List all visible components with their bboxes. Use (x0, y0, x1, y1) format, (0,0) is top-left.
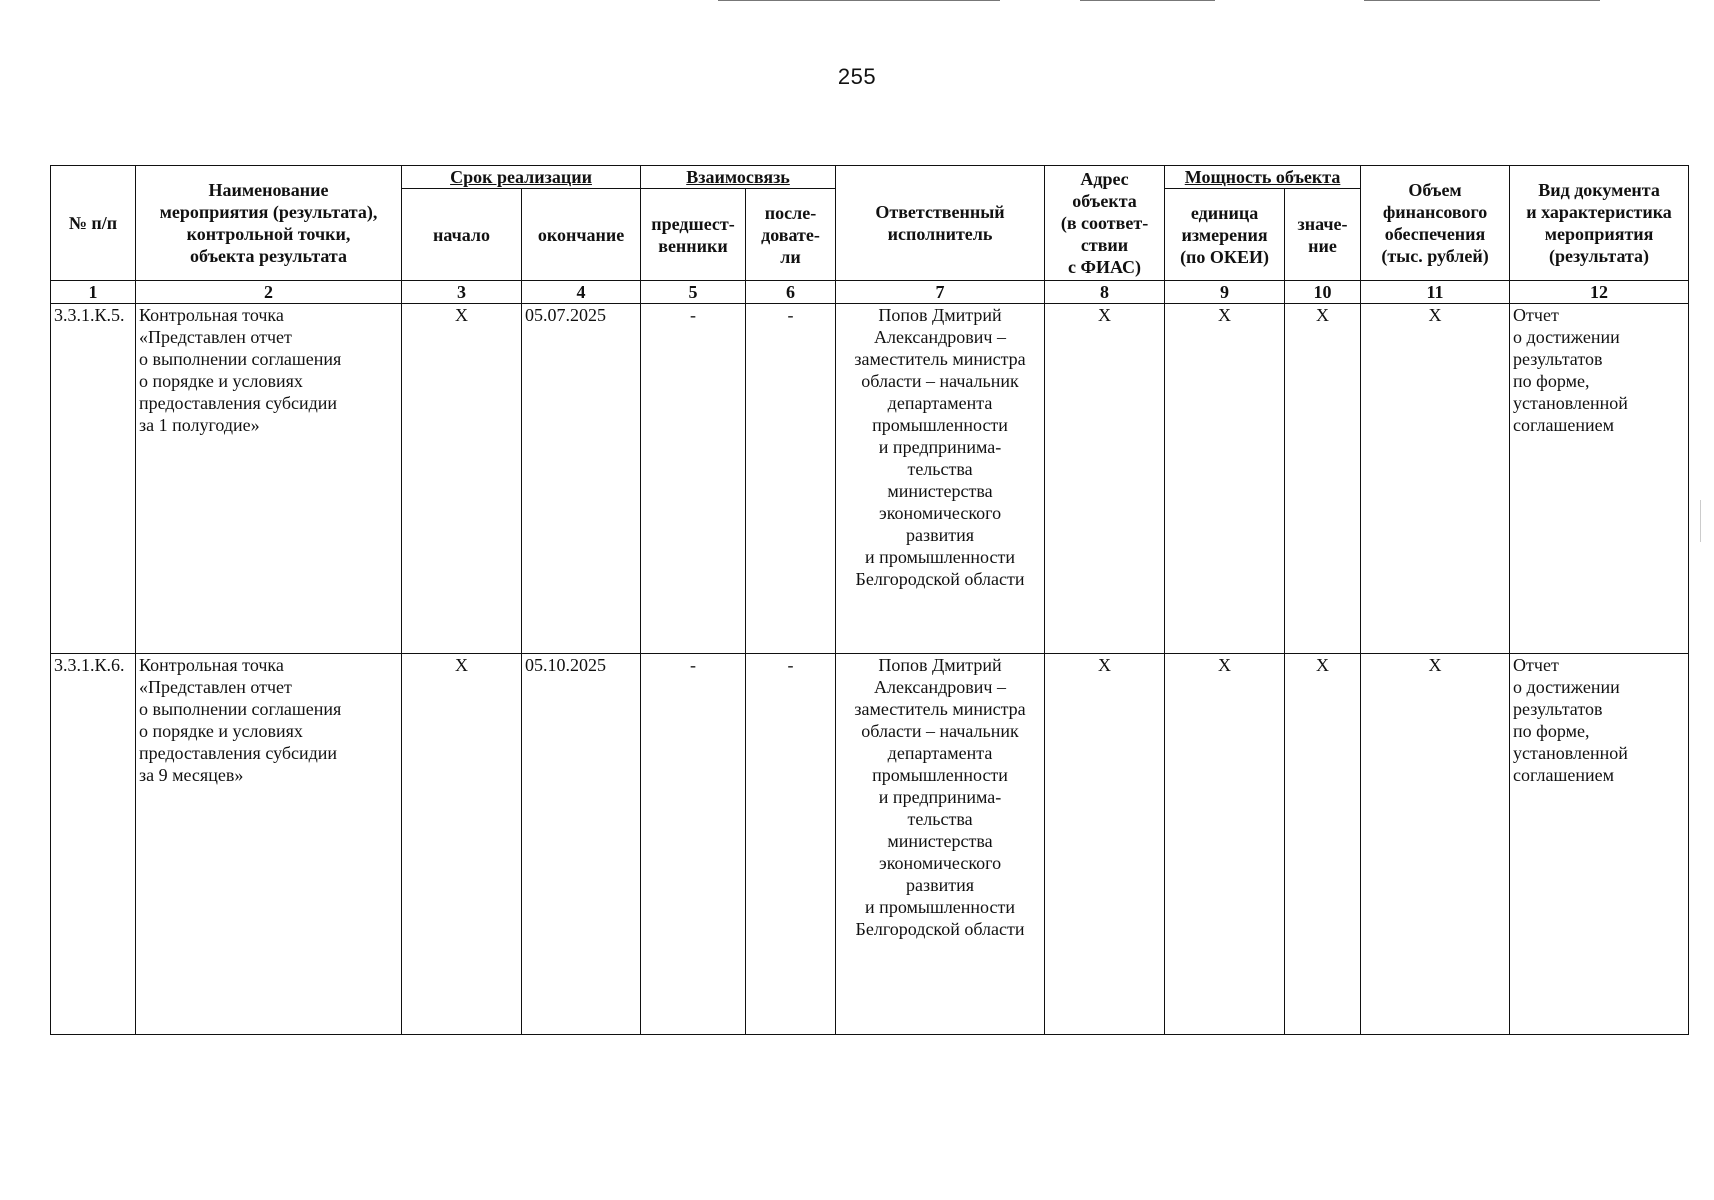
column-number: 12 (1510, 281, 1689, 304)
row-name (136, 654, 402, 1035)
row-name (136, 304, 402, 654)
text-line: предоставления субсидии (139, 743, 338, 764)
text-line: за 1 полугодие» (139, 415, 260, 435)
text-line: Вид документа (1538, 180, 1660, 200)
text-line: Контрольная точка (139, 655, 284, 676)
row-predecessors: - (641, 304, 746, 654)
column-number: 8 (1045, 281, 1165, 304)
text-line: министерства (887, 831, 993, 852)
text-line: о достижении (1513, 327, 1620, 347)
row-successors: - (746, 304, 836, 654)
text-line: установленной (1513, 393, 1628, 413)
text-line: по форме, (1513, 371, 1590, 391)
text-line: Контрольная точка (139, 305, 284, 325)
text-line: исполнитель (887, 224, 993, 244)
text-line: единица (1190, 202, 1259, 223)
text-line: Объем (1408, 180, 1462, 200)
header-address (1045, 166, 1165, 281)
row-end: 05.07.2025 (522, 304, 641, 654)
row-unit: X (1165, 654, 1285, 1035)
text-line: результатов (1513, 349, 1603, 369)
row-finance: X (1361, 654, 1510, 1035)
scan-edge-marks (0, 0, 1714, 4)
column-number: 6 (746, 281, 836, 304)
header-document (1510, 166, 1689, 281)
text-line: тельства (907, 459, 973, 479)
text-line: промышленности (872, 765, 1008, 786)
text-line: заместитель министра (854, 699, 1026, 720)
scan-edge-mark (1080, 0, 1215, 1)
text-line: (по ОКЕИ) (1180, 246, 1269, 267)
text-line: экономического (878, 853, 1002, 874)
row-predecessors: - (641, 654, 746, 1035)
row-end: 05.10.2025 (522, 654, 641, 1035)
column-number: 2 (136, 281, 402, 304)
text-line: департамента (887, 393, 993, 413)
text-line: Ответственный (875, 202, 1005, 222)
text-line: экономического (878, 503, 1002, 523)
text-line: контрольной точки, (186, 224, 351, 244)
header-predecessors (641, 189, 746, 281)
text-line: тельства (907, 809, 973, 830)
text-line: венники (658, 235, 728, 256)
header-name (136, 166, 402, 281)
text-line: о выполнении соглашения (139, 349, 342, 369)
page-number: 255 (837, 64, 877, 89)
row-address: X (1045, 304, 1165, 654)
text-line: Отчет (1513, 305, 1559, 325)
text-line: Попов Дмитрий (878, 305, 1002, 325)
column-number: 11 (1361, 281, 1510, 304)
text-line: объекта результата (190, 246, 347, 266)
text-line: развития (906, 525, 975, 545)
column-number-row (51, 281, 1689, 304)
text-line: Попов Дмитрий (878, 655, 1002, 676)
header-group-link (641, 166, 836, 189)
plan-table (50, 165, 1689, 1035)
row-id: 3.3.1.К.5. (51, 304, 136, 654)
text-line: ли (780, 246, 801, 267)
text-line: мероприятия (1544, 224, 1654, 244)
text-line: соглашением (1513, 415, 1614, 435)
text-line: измерения (1181, 224, 1268, 245)
header-group-link-label: Взаимосвязь (686, 167, 790, 187)
row-responsible (836, 304, 1045, 654)
column-number: 5 (641, 281, 746, 304)
text-line: после- (764, 202, 817, 223)
header-successors (746, 189, 836, 281)
scan-edge-mark (1364, 0, 1600, 1)
row-document (1510, 304, 1689, 654)
text-line: результатов (1513, 699, 1603, 720)
text-line: ствии (1080, 235, 1129, 255)
text-line: обеспечения (1384, 224, 1486, 244)
text-line: объекта (1072, 191, 1137, 211)
row-start: X (402, 654, 522, 1035)
row-document (1510, 654, 1689, 1035)
text-line: области – начальник (861, 371, 1019, 391)
row-responsible (836, 654, 1045, 1035)
header-finance (1361, 166, 1510, 281)
scan-edge-mark (718, 0, 1000, 1)
column-number: 1 (51, 281, 136, 304)
column-number: 4 (522, 281, 641, 304)
text-line: и предпринима- (878, 437, 1002, 457)
header-group-term-label: Срок реализации (450, 167, 592, 187)
text-line: установленной (1513, 743, 1628, 764)
text-line: и предпринима- (878, 787, 1002, 808)
text-line: соглашением (1513, 765, 1614, 786)
header-group-capacity (1165, 166, 1361, 189)
text-line: Александрович – (874, 677, 1006, 698)
text-line: (тыс. рублей) (1381, 246, 1489, 266)
row-value: X (1285, 304, 1361, 654)
row-id: 3.3.1.К.6. (51, 654, 136, 1035)
column-number: 7 (836, 281, 1045, 304)
text-line: Адрес (1080, 169, 1129, 189)
text-line: мероприятия (результата), (159, 202, 378, 222)
row-value: X (1285, 654, 1361, 1035)
text-line: Белгородской области (855, 569, 1025, 589)
text-line: значе- (1297, 213, 1348, 234)
text-line: предоставления субсидии (139, 393, 338, 413)
text-line: предшест- (651, 213, 735, 234)
table-row (51, 304, 1689, 654)
text-line: «Представлен отчет (139, 327, 292, 347)
header-group-term (402, 166, 641, 189)
text-line: по форме, (1513, 721, 1590, 742)
header-row-groups (51, 166, 1689, 189)
text-line: с ФИАС) (1068, 257, 1142, 277)
column-number: 9 (1165, 281, 1285, 304)
text-line: развития (906, 875, 975, 896)
text-line: финансового (1382, 202, 1488, 222)
row-start: X (402, 304, 522, 654)
row-finance: X (1361, 304, 1510, 654)
text-line: и характеристика (1526, 202, 1672, 222)
text-line: о достижении (1513, 677, 1620, 698)
text-line: (в соответ- (1060, 213, 1149, 233)
text-line: и промышленности (865, 547, 1015, 567)
column-number: 10 (1285, 281, 1361, 304)
text-line: и промышленности (865, 897, 1015, 918)
header-end: окончание (522, 189, 641, 281)
text-line: ние (1308, 235, 1337, 256)
text-line: о порядке и условиях (139, 721, 303, 742)
text-line: о выполнении соглашения (139, 699, 342, 720)
row-address: X (1045, 654, 1165, 1035)
text-line: (результата) (1549, 246, 1650, 266)
text-line: довате- (761, 224, 820, 245)
text-line: Александрович – (874, 327, 1006, 347)
column-number: 3 (402, 281, 522, 304)
text-line: Белгородской области (855, 919, 1025, 940)
text-line: Наименование (208, 180, 329, 200)
text-line: заместитель министра (854, 349, 1026, 369)
header-number: № п/п (51, 166, 136, 281)
text-line: промышленности (872, 415, 1008, 435)
header-group-capacity-label: Мощность объекта (1184, 167, 1341, 187)
text-line: за 9 месяцев» (139, 765, 244, 786)
text-line: области – начальник (861, 721, 1019, 742)
text-line: Отчет (1513, 655, 1559, 676)
header-responsible (836, 166, 1045, 281)
text-line: департамента (887, 743, 993, 764)
text-line: о порядке и условиях (139, 371, 303, 391)
header-value (1285, 189, 1361, 281)
table-row (51, 654, 1689, 1035)
row-successors: - (746, 654, 836, 1035)
text-line: министерства (887, 481, 993, 501)
header-start: начало (402, 189, 522, 281)
header-unit (1165, 189, 1285, 281)
scan-edge-mark (1700, 500, 1701, 542)
row-unit: X (1165, 304, 1285, 654)
text-line: «Представлен отчет (139, 677, 292, 698)
